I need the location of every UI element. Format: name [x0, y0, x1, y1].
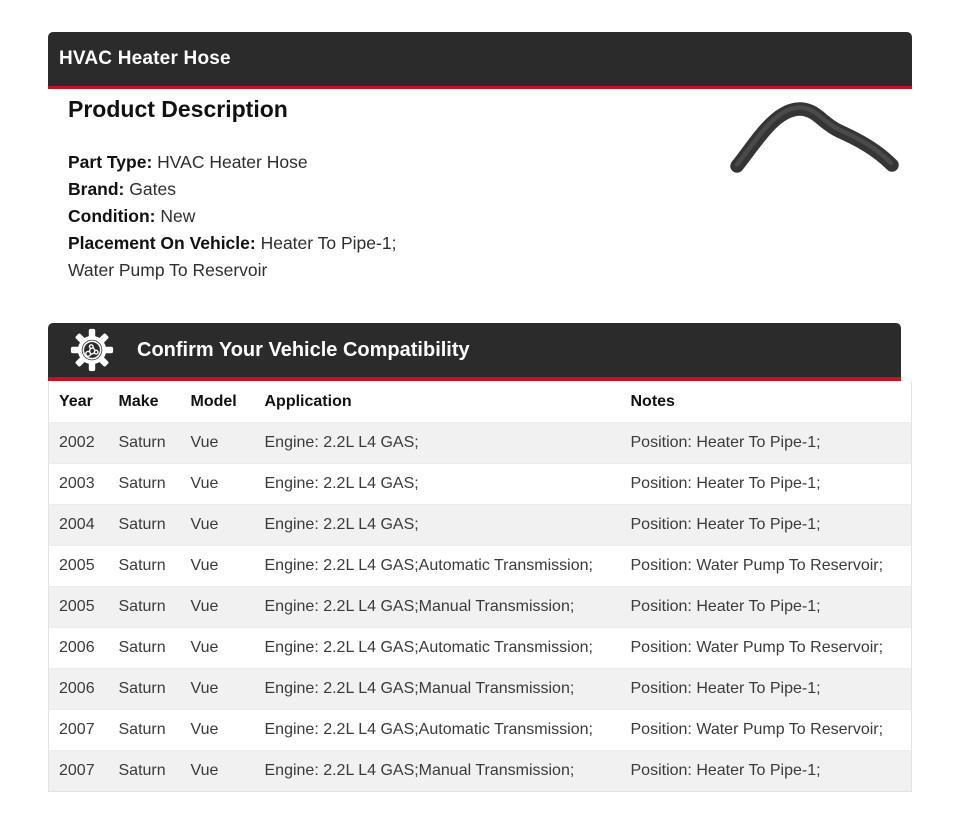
compatibility-title-bar	[48, 323, 901, 381]
table-cell: Engine: 2.2L L4 GAS;	[255, 505, 621, 546]
table-row	[49, 505, 912, 546]
table-cell: Saturn	[109, 669, 181, 710]
table-cell: Position: Water Pump To Reservoir;	[621, 710, 912, 751]
table-cell: Engine: 2.2L L4 GAS;Manual Transmission;	[255, 669, 621, 710]
table-cell: Saturn	[109, 751, 181, 792]
compatibility-title: Confirm Your Vehicle Compatibility	[137, 338, 470, 361]
table-cell: 2007	[49, 710, 109, 751]
table-cell: Saturn	[109, 710, 181, 751]
table-cell: Vue	[181, 505, 255, 546]
table-cell: Saturn	[109, 546, 181, 587]
table-cell: Position: Water Pump To Reservoir;	[621, 546, 912, 587]
table-cell: Position: Heater To Pipe-1;	[621, 751, 912, 792]
product-field: Brand: Gates	[68, 179, 176, 199]
table-cell: 2006	[49, 669, 109, 710]
table-cell: Engine: 2.2L L4 GAS;Manual Transmission;	[255, 751, 621, 792]
table-cell: Vue	[181, 546, 255, 587]
table-cell: Saturn	[109, 423, 181, 464]
table-cell: Saturn	[109, 505, 181, 546]
product-field: Condition: New	[68, 206, 196, 226]
table-row	[49, 464, 912, 505]
table-header-row	[49, 381, 912, 423]
table-cell: Vue	[181, 751, 255, 792]
table-cell: Engine: 2.2L L4 GAS;Automatic Transmission;	[255, 628, 621, 669]
placement-continuation-line: Water Pump To Reservoir	[68, 260, 268, 280]
table-cell: Position: Water Pump To Reservoir;	[621, 628, 912, 669]
table-row	[49, 751, 912, 792]
table-cell: Vue	[181, 464, 255, 505]
table-cell: Engine: 2.2L L4 GAS;	[255, 423, 621, 464]
table-row	[49, 546, 912, 587]
table-cell: Vue	[181, 669, 255, 710]
table-cell: Position: Heater To Pipe-1;	[621, 669, 912, 710]
table-cell: Vue	[181, 587, 255, 628]
table-row	[49, 423, 912, 464]
table-cell: Engine: 2.2L L4 GAS;Automatic Transmission;	[255, 546, 621, 587]
table-row	[49, 669, 912, 710]
table-row	[49, 628, 912, 669]
column-header-application: Application	[255, 381, 621, 423]
product-title-bar	[48, 32, 912, 89]
table-cell: 2005	[49, 587, 109, 628]
table-cell: Vue	[181, 423, 255, 464]
table-cell: Position: Heater To Pipe-1;	[621, 464, 912, 505]
table-cell: 2004	[49, 505, 109, 546]
table-cell: Position: Heater To Pipe-1;	[621, 505, 912, 546]
table-cell: Position: Heater To Pipe-1;	[621, 587, 912, 628]
table-cell: 2003	[49, 464, 109, 505]
column-header-make: Make	[109, 381, 181, 423]
column-header-notes: Notes	[621, 381, 912, 423]
table-cell: 2006	[49, 628, 109, 669]
table-cell: Saturn	[109, 587, 181, 628]
table-cell: Engine: 2.2L L4 GAS;Manual Transmission;	[255, 587, 621, 628]
table-cell: Vue	[181, 710, 255, 751]
product-fields	[68, 149, 396, 284]
product-field-list	[68, 149, 396, 257]
table-cell: Saturn	[109, 464, 181, 505]
gear-engine-icon	[70, 328, 114, 372]
product-field: Placement On Vehicle: Heater To Pipe-1;	[68, 233, 397, 253]
table-cell: 2007	[49, 751, 109, 792]
section-title-product-description: Product Description	[68, 96, 288, 122]
product-photo-hose-image	[727, 92, 913, 180]
compatibility-section	[48, 323, 912, 792]
compatibility-table	[48, 381, 912, 792]
table-cell: 2002	[49, 423, 109, 464]
table-row	[49, 710, 912, 751]
table-cell: 2005	[49, 546, 109, 587]
column-header-year: Year	[49, 381, 109, 423]
table-row	[49, 587, 912, 628]
table-cell: Position: Heater To Pipe-1;	[621, 423, 912, 464]
table-cell: Engine: 2.2L L4 GAS;	[255, 464, 621, 505]
product-field: Part Type: HVAC Heater Hose	[68, 152, 308, 172]
product-title: HVAC Heater Hose	[59, 48, 231, 69]
column-header-model: Model	[181, 381, 255, 423]
table-cell: Vue	[181, 628, 255, 669]
table-cell: Engine: 2.2L L4 GAS;Automatic Transmission;	[255, 710, 621, 751]
table-cell: Saturn	[109, 628, 181, 669]
